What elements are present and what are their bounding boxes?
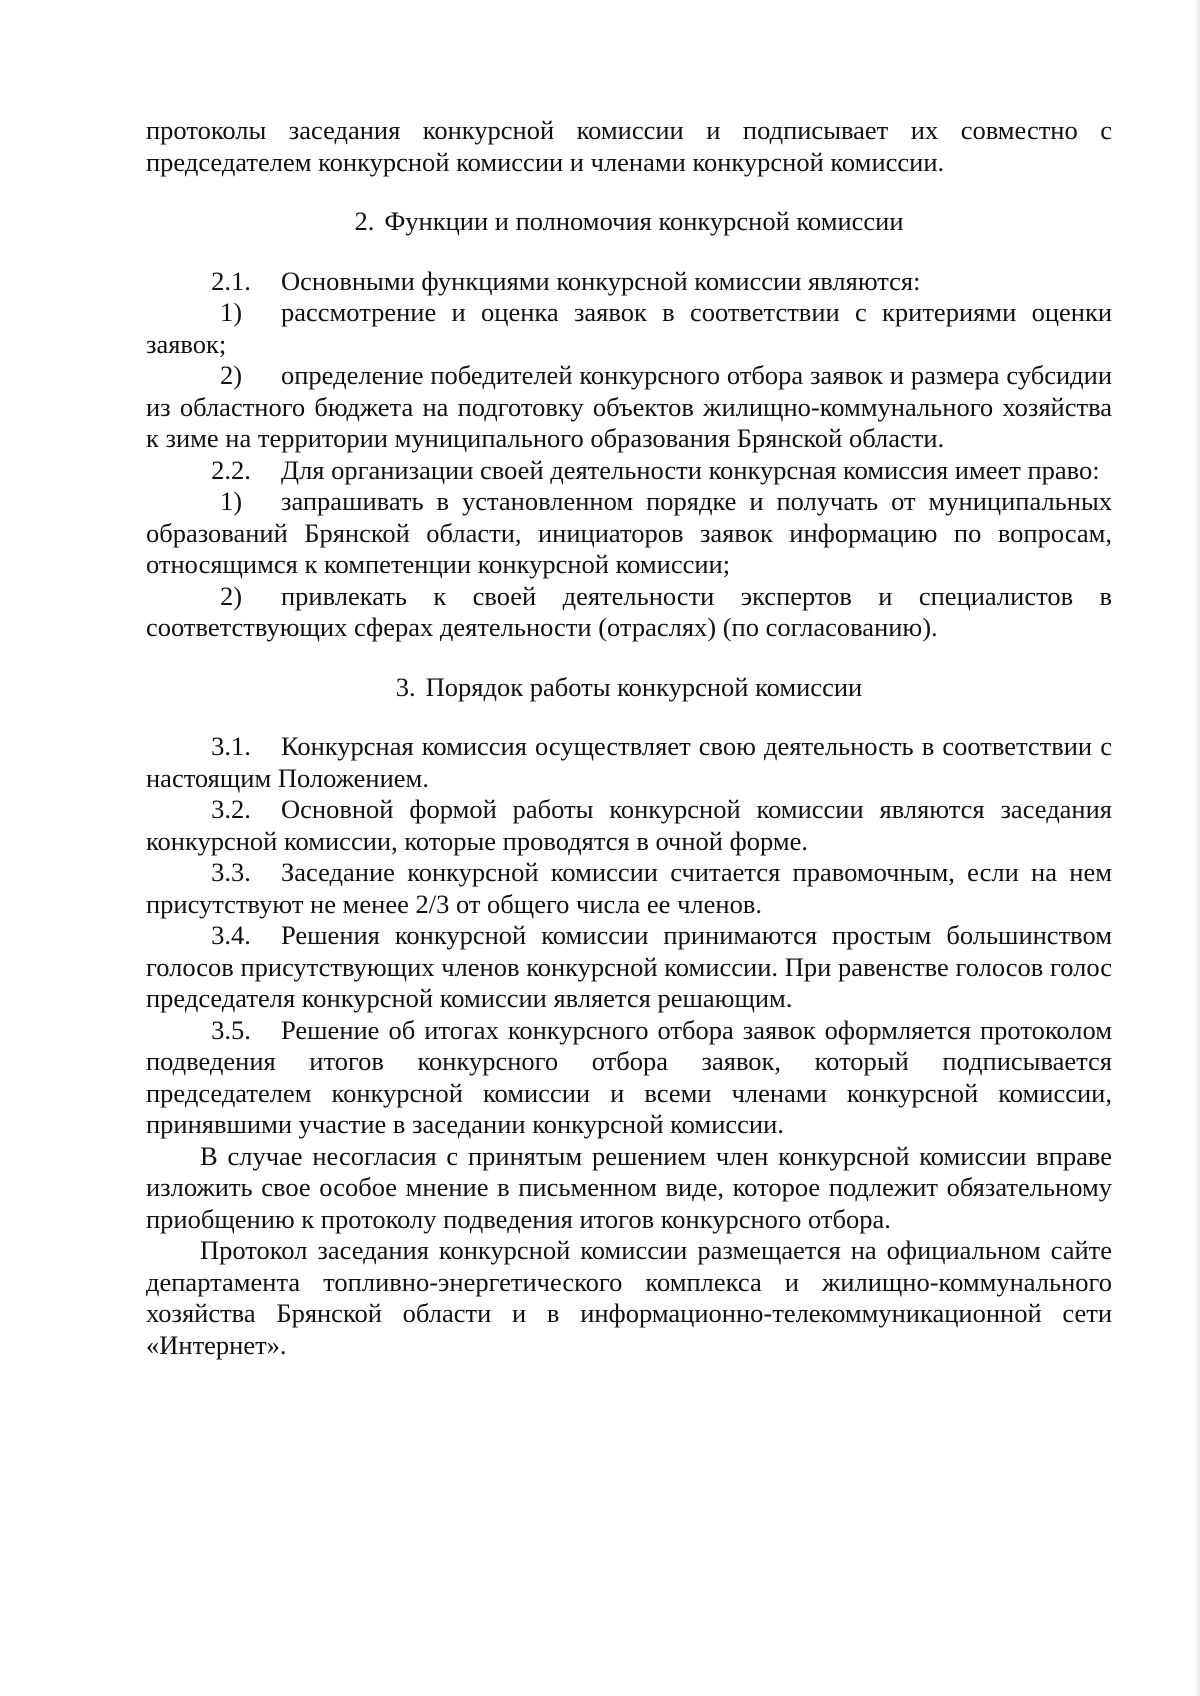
clause-2-1-1 bbox=[146, 297, 1112, 360]
section-3-heading bbox=[146, 672, 1112, 704]
clause-2-2-2 bbox=[146, 581, 1112, 644]
section-2-title: Функции и полномочия конкурсной комиссии bbox=[384, 206, 904, 236]
clause-number: 2) bbox=[219, 580, 243, 611]
clause-3-4 bbox=[146, 920, 1112, 1015]
clause-text: определение победителей конкурсного отбора заявок и размера субсидии из областного бюджета на подготовку объектов жилищно-коммунального хозяйства к зиме на территории муниципального образования Брянской области. bbox=[146, 360, 1112, 453]
clause-text: Основными функциями конкурсной комиссии являются: bbox=[281, 265, 921, 296]
section-3-title: Порядок работы конкурсной комиссии bbox=[425, 671, 863, 702]
section-2-number: 2. bbox=[354, 206, 375, 236]
clause-text: Конкурсная комиссия осуществляет свою деятельность в соответствии с настоящим Положением. bbox=[146, 731, 1112, 793]
intro-paragraph: протоколы заседания конкурсной комиссии и подписывает их совместно с председателем конкурсной комиссии и членами конкурсной комиссии. bbox=[146, 115, 1112, 177]
clause-number: 3.2. bbox=[211, 794, 251, 824]
clause-text: Для организации своей деятельности конкурсная комиссия имеет право: bbox=[281, 454, 1100, 485]
clause-number: 3.3. bbox=[211, 857, 251, 887]
clause-2-2-1 bbox=[146, 486, 1112, 581]
clause-number: 2.1. bbox=[211, 265, 251, 296]
clause-text: Заседание конкурсной комиссии считается правомочным, если на нем присутствуют не менее 2/3 от общего числа ее членов. bbox=[146, 857, 1112, 919]
clause-number: 3.4. bbox=[211, 920, 251, 950]
clause-text: Решения конкурсной комиссии принимаются простым большинством голосов присутствующих членов конкурсной комиссии. При равенстве голосов голос председателя конкурсной комиссии является решающим. bbox=[146, 920, 1112, 1013]
dissent-paragraph: В случае несогласия с принятым решением член конкурсной комиссии вправе изложить свое особое мнение в письменном виде, которое подлежит обязательному приобщению к протоколу подведения итогов конкурсного отбора. bbox=[146, 1140, 1112, 1234]
clause-3-3 bbox=[146, 857, 1112, 920]
clause-2-2 bbox=[146, 455, 1112, 487]
clause-3-1 bbox=[146, 731, 1112, 794]
clause-number: 3.5. bbox=[211, 1014, 251, 1045]
clause-2-1 bbox=[146, 266, 1112, 298]
section-2-heading bbox=[146, 206, 1112, 238]
clause-3-2 bbox=[146, 794, 1112, 857]
document-page bbox=[146, 115, 1112, 1361]
clause-text: привлекать к своей деятельности экспертов и специалистов в соответствующих сферах деятельности (отраслях) (по согласованию). bbox=[146, 580, 1112, 642]
clause-number: 2.2. bbox=[211, 454, 251, 485]
clause-number: 2) bbox=[219, 360, 243, 390]
section-3-number: 3. bbox=[395, 671, 416, 702]
clause-number: 3.1. bbox=[211, 731, 251, 761]
clause-3-5 bbox=[146, 1015, 1112, 1141]
clause-text: рассмотрение и оценка заявок в соответствии с критериями оценки заявок; bbox=[146, 297, 1112, 359]
clause-text: Основной формой работы конкурсной комиссии являются заседания конкурсной комиссии, которые проводятся в очной форме. bbox=[146, 794, 1112, 856]
clause-number: 1) bbox=[219, 486, 243, 516]
scan-edge bbox=[1194, 0, 1200, 1696]
clause-number: 1) bbox=[219, 297, 243, 327]
clause-2-1-2 bbox=[146, 360, 1112, 455]
publication-paragraph: Протокол заседания конкурсной комиссии размещается на официальном сайте департамента топливно-энергетического комплекса и жилищно-коммунального хозяйства Брянской области и в информационно-телекоммуникационной сети «Интернет». bbox=[146, 1235, 1112, 1360]
clause-text: запрашивать в установленном порядке и получать от муниципальных образований Брянской области, инициаторов заявок информацию по вопросам, относящимся к компетенции конкурсной комиссии; bbox=[146, 486, 1112, 579]
clause-text: Решение об итогах конкурсного отбора заявок оформляется протоколом подведения итогов конкурсного отбора заявок, который подписывается председателем конкурсной комиссии и всеми членами конкурсной комиссии, принявшими участие в заседании конкурсной комиссии. bbox=[146, 1014, 1112, 1139]
